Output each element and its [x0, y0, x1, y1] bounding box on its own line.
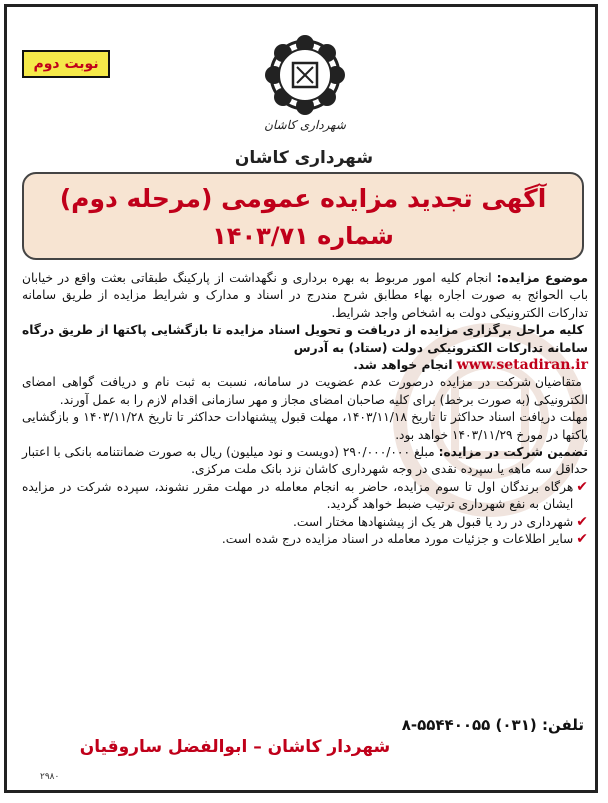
checkmark-icon: ✔	[576, 513, 588, 530]
subject-text: انجام کلیه امور مربوط به بهره برداری و نگهداشت از پارکینگ طبقاتی بعثت واقع در خیابان باب الحوائج به صورت اجاره بهاء مطابق شرح مندرج در اسناد و مدارک و شرایط مزایده از طریق سامانه تدارکات الکترونیکی دولت به اشخاص واجد شرایط.	[22, 271, 588, 320]
guarantee-label: تضمین شرکت در مزایده:	[438, 445, 588, 460]
phone-label: تلفن:	[536, 716, 584, 734]
mayor-signature: شهردار کاشان – ابوالفضل ساروقیان	[79, 737, 391, 757]
notice-title: آگهی تجدید مزایده عمومی (مرحله دوم)	[59, 184, 547, 213]
subject-label: موضوع مزایده:	[496, 271, 588, 285]
process-end: انجام خواهد شد.	[353, 358, 457, 373]
deadline-paragraph	[22, 409, 588, 444]
bullet-text: سایر اطلاعات و جزئیات مورد معامله در اسناد مزایده درج شده است.	[221, 532, 574, 547]
bullet-text: هرگاه برندگان اول تا سوم مزایده، حاضر به انجام معامله در مهلت مقرر نشوند، سپرده شرکت در مزایده ایشان به نفع شهرداری ترتیب ضبط خواهد گردید.	[22, 479, 574, 512]
checkmark-icon: ✔	[576, 531, 588, 548]
logo-caption: شهرداری کاشان	[264, 118, 346, 132]
deadline-text: مهلت دریافت اسناد حداکثر تا تاریخ ۱۴۰۳/۱۱/۱۸، مهلت قبول پیشنهادات حداکثر تا تاریخ ۱۴۰۳/۱۱/۲۸ و بازگشایی پاکتها در مورخ ۱۴۰۳/۱۱/۲۹ خواهد بود.	[22, 410, 588, 442]
applicants-text: متقاضیان شرکت در مزایده درصورت عدم عضویت در سامانه، نسبت به ثبت نام و دریافت گواهی امضای الکترونیکی (به صورت برخط) برای کلیه صاحبان امضای مجاز و مهر سازمانی اقدام لازم را به عمل آورند.	[22, 375, 588, 407]
process-text: کلیه مراحل برگزاری مزایده از دریافت و تحویل اسناد مزایده تا بازگشایی پاکتها از طریق درگاه سامانه تدارکات الکترونیکی دولت (ستاد) به آدرس	[22, 323, 588, 355]
guarantee-text: مبلغ ۲۹۰/۰۰۰/۰۰۰ (دویست و نود میلیون) ریال به صورت ضمانتنامه بانکی با اعتبار حداقل سه ماهه یا سپرده نقدی در وجه شهرداری کاشان نزد بانک ملت مرکزی.	[22, 445, 588, 477]
setad-website-link[interactable]: www.setadiran.ir	[456, 357, 588, 374]
round-badge: نوبت دوم	[22, 50, 110, 78]
phone-number: ۸-۵۵۴۴۰۰۵۵ (۰۳۱)	[401, 716, 537, 734]
list-item	[22, 479, 588, 514]
notice-body	[22, 270, 588, 549]
list-item	[22, 531, 588, 548]
phone-line	[402, 716, 584, 734]
subject-paragraph	[22, 270, 588, 322]
title-box	[22, 172, 584, 260]
checkmark-icon: ✔	[576, 478, 588, 495]
guarantee-paragraph	[22, 444, 588, 479]
notice-number: شماره ۱۴۰۳/۷۱	[212, 222, 394, 250]
process-paragraph	[22, 322, 588, 374]
list-item	[22, 514, 588, 531]
applicants-paragraph	[22, 374, 588, 409]
organization-name: شهرداری کاشان	[234, 148, 374, 168]
bullet-text: شهرداری در رد یا قبول هر یک از پیشنهادها مختار است.	[292, 514, 574, 529]
ad-code: ۲۹۸۰	[40, 772, 60, 782]
